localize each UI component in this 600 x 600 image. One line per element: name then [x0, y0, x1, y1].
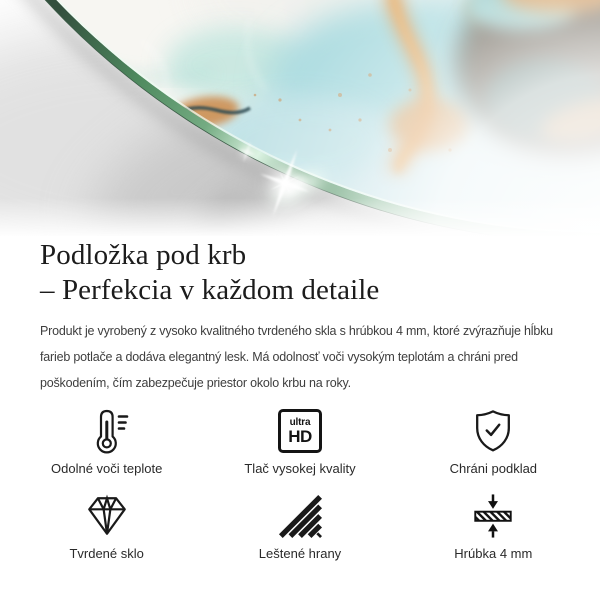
- polished-edges-icon: [277, 493, 323, 539]
- feature-grid: [10, 408, 590, 562]
- product-description: [40, 318, 560, 396]
- page-title: [40, 238, 560, 308]
- description-line: farieb potlače a dodáva elegantný lesk. Má odolnosť voči vysokým teplotám a chráni pred: [40, 350, 518, 364]
- feature-protects-surface: [397, 408, 590, 477]
- feature-label: Chráni podklad: [449, 461, 538, 476]
- glass-pad-photo: [0, 0, 600, 236]
- ultra-hd-text-top: ultra: [289, 417, 311, 428]
- feature-label: Tlač vysokej kvality: [244, 461, 356, 476]
- shield-check-icon: [470, 408, 516, 454]
- feature-label: Leštené hrany: [258, 546, 342, 561]
- diamond-icon: [84, 493, 130, 539]
- feature-thickness: [397, 493, 590, 562]
- description-line: poškodením, čím zabezpečuje priestor okolo krbu na roky.: [40, 376, 351, 390]
- feature-polished-edges: [203, 493, 396, 562]
- ultra-hd-icon: [278, 408, 322, 454]
- thickness-icon: [470, 493, 516, 539]
- feature-print-quality: [203, 408, 396, 477]
- ultra-hd-text-bottom: HD: [288, 427, 312, 446]
- thermometer-icon: [84, 408, 130, 454]
- feature-tempered-glass: [10, 493, 203, 562]
- product-hero-image: [0, 0, 600, 236]
- feature-label: Tvrdené sklo: [69, 546, 144, 561]
- page-title-line1: Podložka pod krb: [40, 239, 247, 271]
- page-title-line2: – Perfekcia v každom detaile: [40, 274, 380, 306]
- description-line: Produkt je vyrobený z vysoko kvalitného tvrdeného skla s hrúbkou 4 mm, ktoré zvýrazňuje hĺbku: [40, 324, 553, 338]
- feature-label: Hrúbka 4 mm: [454, 546, 533, 561]
- feature-label: Odolné voči teplote: [51, 461, 163, 476]
- feature-heat-resistant: [10, 408, 203, 477]
